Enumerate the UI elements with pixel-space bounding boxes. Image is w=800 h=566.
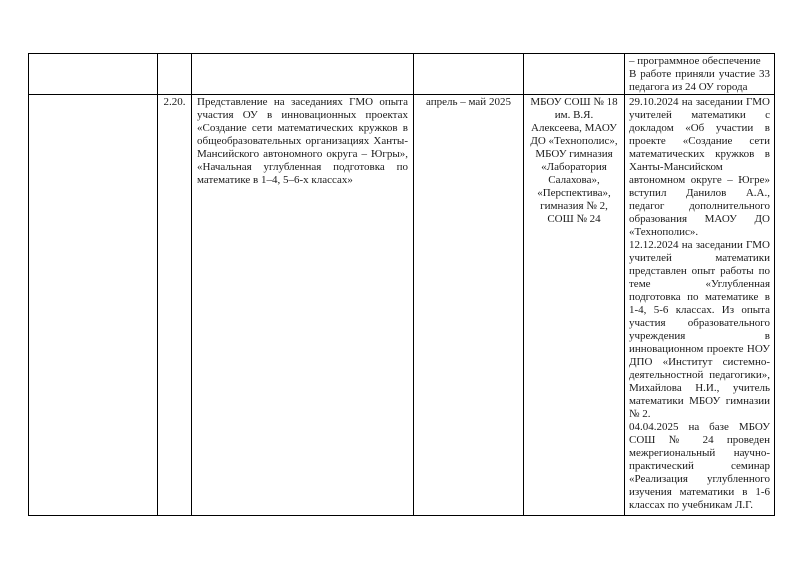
- results-cell-continuation: [625, 54, 775, 95]
- period-text: апрель – май 2025: [426, 96, 511, 108]
- activity-cell: [192, 95, 414, 516]
- empty-cell: [414, 54, 524, 95]
- empty-cell: [158, 54, 192, 95]
- result-paragraph: – программное обеспечение: [629, 55, 761, 67]
- result-paragraph: 29.10.2024 на заседании ГМО учителей математики с докладом «Об участии в проекте «Создание сети математических кружков в Ханты-Мансийском автономном округе – Югре» вступил Данилов А.А., педагог дополнительного образования МАОУ ДО «Технополис».: [629, 96, 770, 238]
- results-cell: [625, 95, 775, 516]
- activity-text: Представление на заседаниях ГМО опыта участия ОУ в инновационных проектах «Создание сети математических кружков в общеобразовательных организациях Ханты-Мансийского автономного округа – Югры», «Начальная углубленная подготовка по математике в 1–4, 5–6-х классах»: [197, 96, 408, 186]
- item-number-cell: [158, 95, 192, 516]
- result-paragraph: 12.12.2024 на заседании ГМО учителей математики представлен опыт работы по теме «Углубленная подготовка по математике в 1-4, 5-6 классах. Из опыта участия образовательного учреждения в инновационном проекте НОУ ДПО «Институт системно-деятельностной педагогики», Михайлова Н.И., учитель математики МБОУ гимназии № 2.: [629, 239, 770, 420]
- empty-cell: [192, 54, 414, 95]
- empty-cell: [29, 54, 158, 95]
- item-number: 2.20.: [163, 96, 186, 108]
- empty-cell: [29, 95, 158, 516]
- empty-cell: [524, 54, 625, 95]
- table-row-2-20: [29, 95, 775, 516]
- table-row-continuation: [29, 54, 775, 95]
- work-plan-table: [28, 53, 775, 516]
- organizations-text: МБОУ СОШ № 18 им. В.Я. Алексеева, МАОУ ДО «Технополис», МБОУ гимназия «Лаборатория Салахова», «Перспектива», гимназия № 2, СОШ № 24: [530, 96, 618, 225]
- period-cell: [414, 95, 524, 516]
- result-paragraph: В работе приняли участие 33 педагога из 24 ОУ города: [629, 68, 770, 93]
- result-paragraph: 04.04.2025 на базе МБОУ СОШ № 24 проведен межрегиональный научно-практический семинар «Реализация углубленного изучения математики в 1-6 классах по учебникам Л.Г.: [629, 421, 770, 511]
- organizations-cell: [524, 95, 625, 516]
